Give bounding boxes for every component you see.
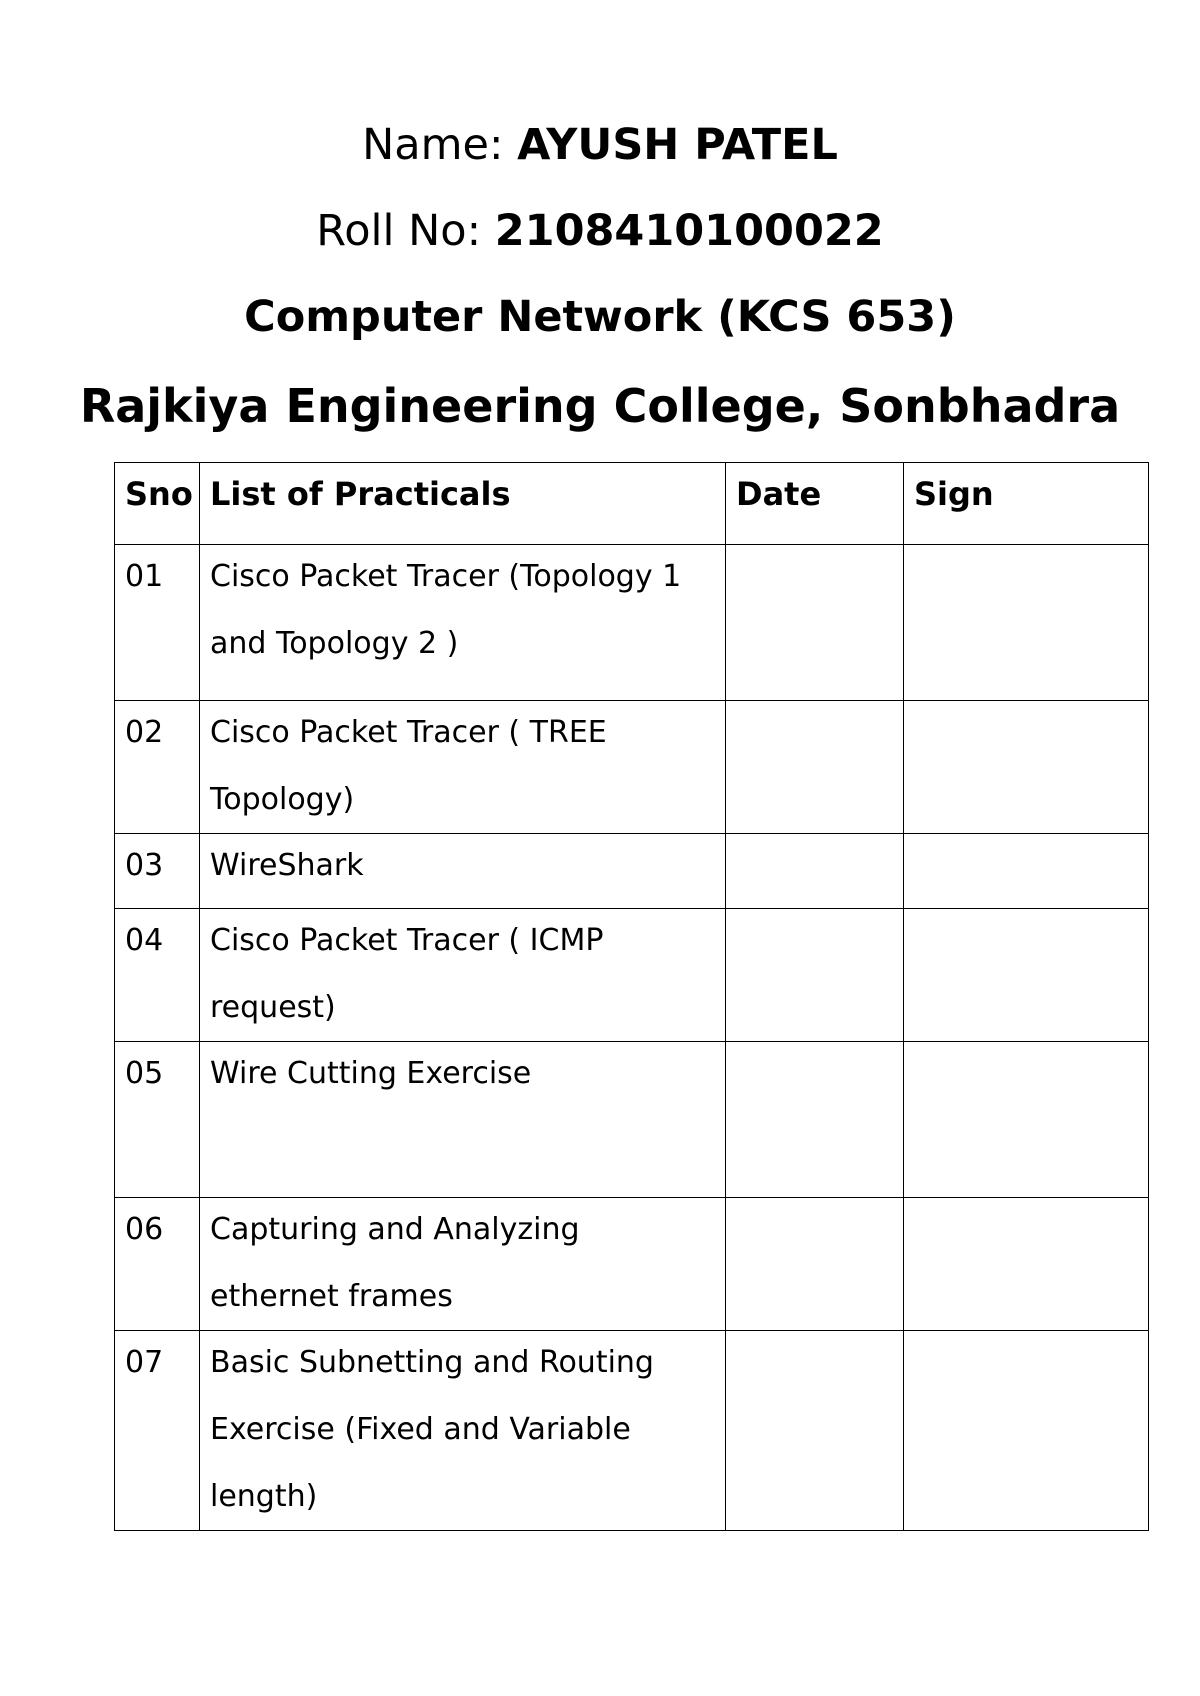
sno-cell: 07 [115, 1331, 200, 1531]
table-header-row [115, 463, 1149, 545]
date-cell[interactable] [726, 834, 904, 909]
column-header-date: Date [726, 463, 904, 545]
student-name: AYUSH PATEL [517, 120, 838, 170]
practical-cell: Capturing and Analyzing ethernet frames [200, 1198, 726, 1331]
date-cell[interactable] [726, 1198, 904, 1331]
table-row [115, 701, 1149, 834]
practical-cell: Cisco Packet Tracer (Topology 1 and Topology 2 ) [200, 545, 726, 701]
table-row [115, 1198, 1149, 1331]
table-row [115, 1042, 1149, 1198]
sign-cell[interactable] [904, 545, 1149, 701]
date-cell[interactable] [726, 1331, 904, 1531]
sign-cell[interactable] [904, 1331, 1149, 1531]
practical-cell: Basic Subnetting and Routing Exercise (Fixed and Variable length) [200, 1331, 726, 1531]
course-title: Computer Network (KCS 653) [244, 292, 956, 342]
sign-cell[interactable] [904, 909, 1149, 1042]
name-label: Name: [362, 120, 518, 170]
column-header-sign: Sign [904, 463, 1149, 545]
sno-cell: 06 [115, 1198, 200, 1331]
roll-number-line [0, 206, 1200, 256]
column-header-sno: Sno [115, 463, 200, 545]
date-cell[interactable] [726, 909, 904, 1042]
column-header-practicals: List of Practicals [200, 463, 726, 545]
table-row [115, 545, 1149, 701]
practical-cell: WireShark [200, 834, 726, 909]
sign-cell[interactable] [904, 1042, 1149, 1198]
practical-cell: Wire Cutting Exercise [200, 1042, 726, 1198]
roll-number: 2108410100022 [494, 206, 884, 256]
sno-cell: 01 [115, 545, 200, 701]
sign-cell[interactable] [904, 834, 1149, 909]
practical-cell: Cisco Packet Tracer ( ICMP request) [200, 909, 726, 1042]
sno-cell: 04 [115, 909, 200, 1042]
sno-cell: 02 [115, 701, 200, 834]
date-cell[interactable] [726, 701, 904, 834]
sno-cell: 03 [115, 834, 200, 909]
college-name: Rajkiya Engineering College, Sonbhadra [79, 379, 1121, 433]
sno-cell: 05 [115, 1042, 200, 1198]
date-cell[interactable] [726, 545, 904, 701]
practical-cell: Cisco Packet Tracer ( TREE Topology) [200, 701, 726, 834]
date-cell[interactable] [726, 1042, 904, 1198]
table-row [115, 909, 1149, 1042]
sign-cell[interactable] [904, 1198, 1149, 1331]
practicals-table [114, 462, 1149, 1531]
table-row [115, 834, 1149, 909]
roll-label: Roll No: [316, 206, 495, 256]
table-row [115, 1331, 1149, 1531]
sign-cell[interactable] [904, 701, 1149, 834]
student-name-line [0, 120, 1200, 170]
